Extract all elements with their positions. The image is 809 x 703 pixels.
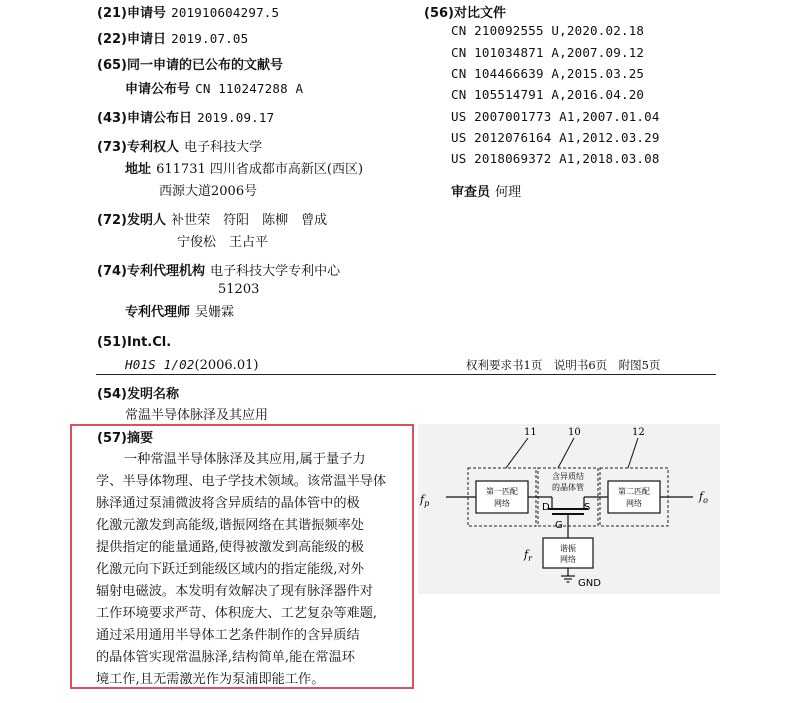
block1-text-2: 网络	[494, 499, 510, 508]
field-value: 电子科技大学专利中心	[210, 264, 341, 279]
address-line-1: 611731 四川省成都市高新区(西区)	[156, 162, 364, 177]
matching-network-2-block	[608, 481, 660, 513]
freq-fp: $f_p$	[420, 493, 430, 508]
field-pub-date	[97, 107, 274, 126]
field-intcl	[97, 331, 171, 350]
intcl-class-code: H01S 1/02	[125, 357, 195, 372]
ref-numeral-10: 10	[568, 427, 581, 438]
abstract-line: 一种常温半导体脉泽及其应用,属于量子力	[124, 452, 366, 467]
gnd-label: GND	[578, 578, 601, 589]
field-examiner	[451, 181, 521, 200]
field-label: 地址	[125, 162, 152, 177]
field-value: 吴姗霖	[195, 305, 235, 320]
field-code: (43)	[97, 111, 127, 126]
field-label: 对比文件	[453, 6, 506, 21]
resonator-text-1: 谐振	[560, 544, 576, 553]
freq-fo: $f_o$	[699, 490, 708, 505]
abstract-line: 境工作,且无需激光作为泵浦即能工作。	[96, 672, 325, 687]
circuit-diagram	[418, 424, 720, 594]
field-label: 同一申请的已公布的文献号	[126, 58, 283, 73]
field-label: 专利代理机构	[126, 264, 205, 279]
ref-item: CN 105514791 A,2016.04.20	[451, 87, 645, 102]
field-app-no	[97, 2, 279, 21]
ref-item: US 2007001773 A1,2007.01.04	[451, 109, 660, 124]
field-value: 何理	[495, 185, 522, 200]
field-agent	[125, 301, 234, 320]
field-code: (73)	[97, 140, 127, 155]
block2-text-2: 网络	[626, 499, 642, 508]
field-value: CN 110247288 A	[195, 81, 304, 96]
field-label: Int.Cl.	[126, 335, 172, 350]
intcl-class	[125, 354, 258, 373]
intcl-class-date: (2006.01)	[194, 358, 259, 373]
field-inventors	[97, 209, 327, 228]
field-code: (57)	[97, 431, 127, 446]
field-code: (74)	[97, 264, 127, 279]
abstract-line: 提供指定的能量通路,使得被激发到高能级的极	[96, 540, 364, 555]
field-address	[125, 158, 363, 177]
field-title	[97, 383, 179, 402]
resonator-text-2: 网络	[560, 555, 576, 564]
abstract-heading	[97, 427, 153, 446]
field-label: 审查员	[451, 185, 491, 200]
abstract-line: 通过采用通用半导体工艺条件制作的含异质结	[96, 628, 360, 643]
field-patentee	[97, 136, 262, 155]
field-agency	[97, 260, 340, 279]
address-line-2: 西源大道2006号	[159, 184, 258, 199]
field-label: 摘要	[126, 431, 153, 446]
field-code: (51)	[97, 335, 127, 350]
abstract-line: 脉泽通过泵浦微波将含异质结的晶体管中的极	[96, 496, 360, 511]
field-code: (22)	[97, 32, 127, 47]
ref-item: CN 210092555 U,2020.02.18	[451, 23, 645, 38]
field-refs	[424, 2, 506, 21]
inventors-line-1: 补世荣 符阳 陈柳 曾成	[171, 213, 328, 228]
field-label: 申请公布日	[126, 111, 192, 126]
transistor-text-2: 的晶体管	[552, 483, 584, 492]
field-code: (56)	[424, 6, 454, 21]
field-value: 电子科技大学	[184, 140, 263, 155]
freq-fr: $f_r$	[524, 548, 532, 563]
ref-item: CN 101034871 A,2007.09.12	[451, 45, 645, 60]
abstract-line: 化激元激发到高能级,谐振网络在其谐振频率处	[96, 518, 364, 533]
field-value: 201910604297.5	[171, 5, 280, 20]
abstract-line: 的晶体管实现常温脉泽,结构简单,能在常温环	[96, 650, 355, 665]
field-label: 专利权人	[126, 140, 179, 155]
agency-code: 51203	[218, 282, 260, 297]
matching-network-1-block	[476, 481, 528, 513]
block1-text-1: 第一匹配	[486, 487, 518, 496]
abstract-line: 工作环境要求严苛、体积庞大、工艺复杂等难题,	[96, 606, 378, 621]
field-code: (21)	[97, 6, 127, 21]
abstract-line: 化激元向下跃迁到能级区域内的指定能级,对外	[96, 562, 364, 577]
inventors-line-2: 宁俊松 王占平	[177, 235, 269, 250]
field-label: 申请日	[126, 32, 166, 47]
gate-label: G	[555, 520, 563, 531]
field-value: 2019.07.05	[171, 31, 249, 46]
ref-item: CN 104466639 A,2015.03.25	[451, 66, 645, 81]
field-label: 专利代理师	[125, 305, 191, 320]
field-label: 申请号	[126, 6, 166, 21]
field-code: (65)	[97, 58, 127, 73]
ref-item: US 2012076164 A1,2012.03.29	[451, 130, 660, 145]
transistor-text-1: 含异质结	[552, 472, 584, 481]
field-prior-pub	[97, 54, 283, 73]
page-counts: 权利要求书1页 说明书6页 附图5页	[466, 358, 661, 372]
field-label: 申请公布号	[125, 82, 191, 97]
abstract-line: 辐射电磁波。本发明有效解决了现有脉泽器件对	[96, 584, 373, 599]
field-value: 2019.09.17	[197, 110, 275, 125]
abstract-line: 学、半导体物理、电子学技术领域。该常温半导体	[96, 474, 387, 489]
field-code: (54)	[97, 387, 127, 402]
source-label: S	[584, 502, 591, 513]
field-app-date	[97, 28, 248, 47]
block2-text-1: 第二匹配	[618, 487, 650, 496]
field-code: (72)	[97, 213, 127, 228]
invention-title: 常温半导体脉泽及其应用	[125, 408, 269, 423]
drain-label: D	[542, 502, 550, 513]
field-label: 发明名称	[126, 387, 179, 402]
field-label: 发明人	[126, 213, 166, 228]
ref-numeral-11: 11	[524, 427, 537, 438]
field-pub-no	[125, 78, 303, 97]
ref-numeral-12: 12	[632, 427, 645, 438]
section-divider	[96, 374, 716, 375]
ref-item: US 2018069372 A1,2018.03.08	[451, 151, 660, 166]
